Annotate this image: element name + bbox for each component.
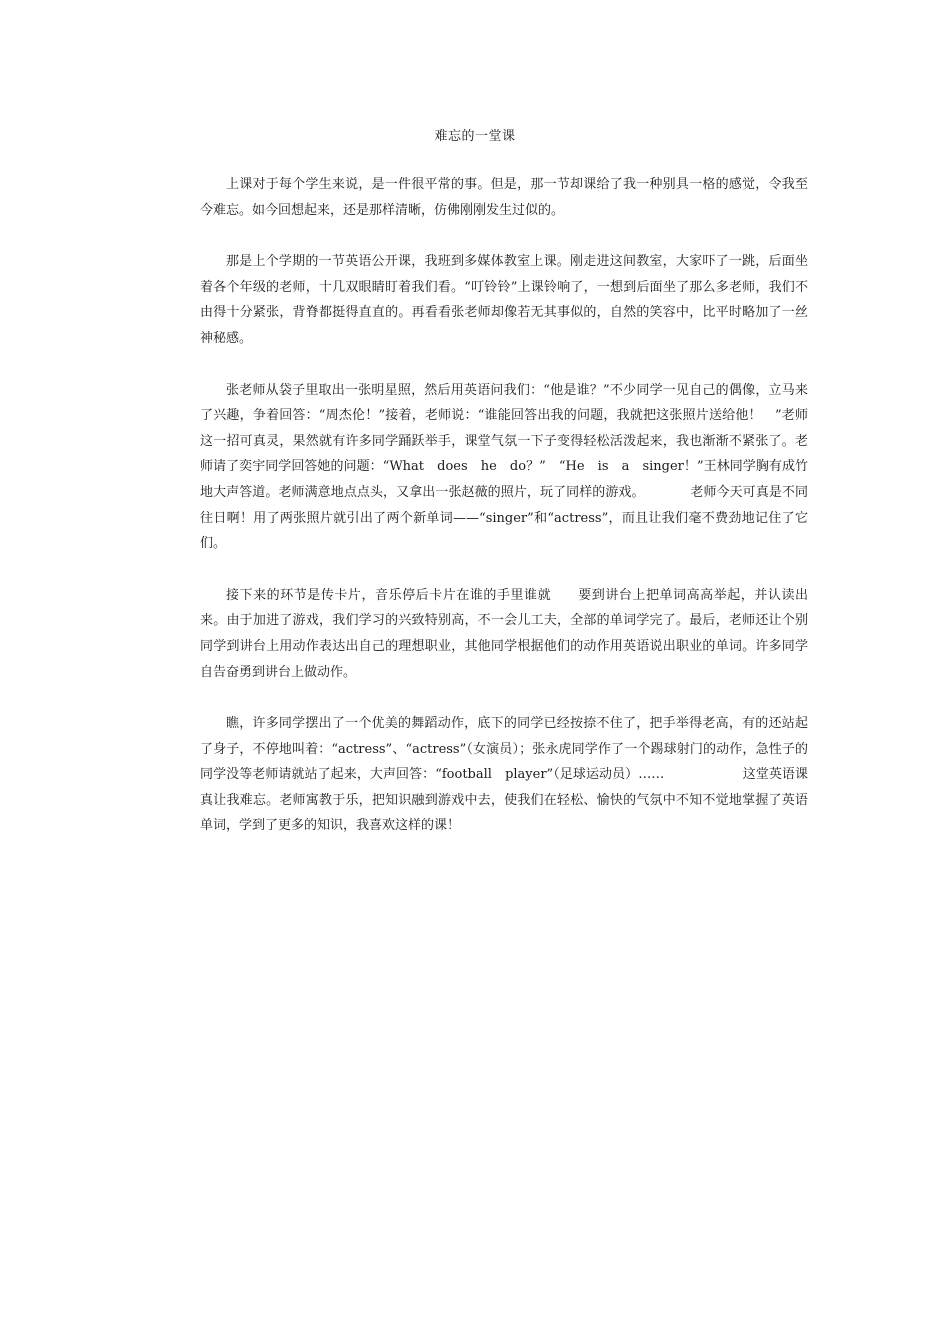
document-title: 难忘的一堂课: [434, 129, 516, 144]
paragraph-1: 上课对于每个学生来说，是一件很平常的事。但是，那一节却课给了我一种别具一格的感觉，令我至今难忘。如今回想起来，还是那样清晰，仿佛刚刚发生过似的。: [200, 177, 808, 218]
paragraph-5: 瞧，许多同学摆出了一个优美的舞蹈动作，底下的同学已经按捺不住了，把手举得老高，有的还站起了身子，不停地叫着：“actress”、“actress”（女演员）；张永虎同学作了一个踢球射门的动作，急性子的同学没等老师请就站了起来，大声回答：“football player”（足球运动员）…… 这堂英语课真让我难忘。老师寓教于乐，把知识融到游戏中去，使我们在轻松、愉快的气氛中不知不觉地掌握了英语单词，学到了更多的知识，我喜欢这样的课！: [200, 716, 808, 834]
paragraph-2: 那是上个学期的一节英语公开课，我班到多媒体教室上课。刚走进这间教室，大家吓了一跳，后面坐着各个年级的老师，十几双眼睛盯着我们看。“叮铃铃”上课铃响了，一想到后面坐了那么多老师，我们不由得十分紧张，背脊都挺得直直的。再看看张老师却像若无其事似的，自然的笑容中，比平时略加了一丝神秘感。: [200, 254, 808, 346]
paragraph-3: 张老师从袋子里取出一张明星照，然后用英语问我们：“他是谁？”不少同学一见自己的偶像，立马来了兴趣，争着回答：“周杰伦！”接着，老师说：“谁能回答出我的问题，我就把这张照片送给他！ ”老师这一招可真灵，果然就有许多同学踊跃举手，课堂气氛一下子变得轻松活泼起来，我也渐渐不紧张了。老师请了奕宇同学回答她的问题：“What does he do？” “He is a singer！”王林同学胸有成竹地大声答道。老师满意地点点头，又拿出一张赵薇的照片，玩了同样的游戏。 老师今天可真是不同往日啊！用了两张照片就引出了两个新单词——“singer”和“actress”，而且让我们毫不费劲地记住了它们。: [200, 382, 808, 552]
paragraph-4: 接下来的环节是传卡片，音乐停后卡片在谁的手里谁就 要到讲台上把单词高高举起，并认读出来。由于加进了游戏，我们学习的兴致特别高，不一会儿工夫，全部的单词学完了。最后，老师还让个别同学到讲台上用动作表达出自己的理想职业，其他同学根据他们的动作用英语说出职业的单词。许多同学自告奋勇到讲台上做动作。: [200, 587, 808, 680]
document-body: [200, 172, 808, 865]
